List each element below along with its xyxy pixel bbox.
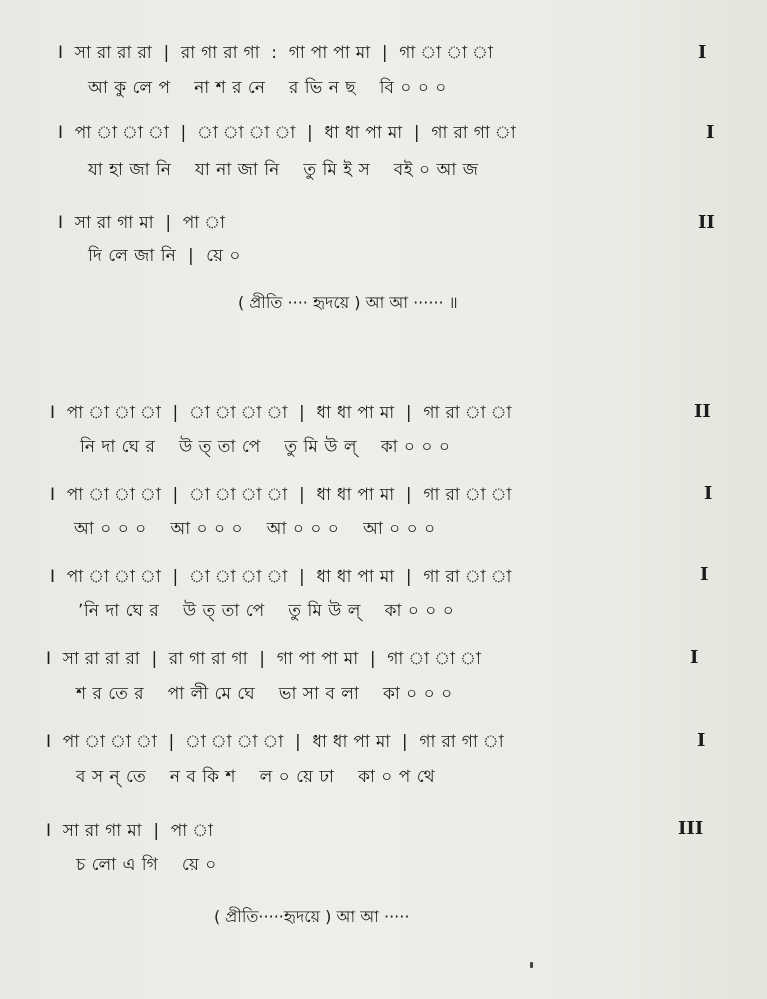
ink-mark [530,962,533,968]
refrain-line: ( প্রীতি ···· হৃদয়ে ) আ আ ······ ॥ [238,293,458,312]
swara-line: I সা রা গা মা | পা া [46,821,214,841]
swara-line: I পা া া া | া া া া | ধা ধা পা মা | গা রা া া [50,485,512,505]
swara-line: I সা রা গা মা | পা া [58,213,226,233]
bar-marker: I [704,483,713,504]
bar-marker: II [698,212,715,233]
bar-marker: II [694,401,711,422]
bar-marker: I [706,122,715,143]
bar-marker: I [690,647,699,668]
lyric-line: চ লো এ গি য়ে ০ [76,855,217,875]
bar-marker: I [697,730,706,751]
swara-line: I সা রা রা রা | রা গা রা গা : গা পা পা মা | গা া া া [58,43,494,63]
swara-line: I পা া া া | া া া া | ধা ধা পা মা | গা রা গা া [58,123,516,143]
lyric-line: ʼনি দা ঘে র উ ত্ তা পে তু মি উ ল্ কা ০ ০ ০ [78,601,455,621]
swara-line: I পা া া া | া া া া | ধা ধা পা মা | গা রা গা া [46,732,504,752]
lyric-line: শ র তে র পা লী মে ঘে ভা সা ব লা কা ০ ০ ০ [76,684,453,704]
bar-marker: I [700,564,709,585]
bar-marker: I [698,42,707,63]
refrain-line: ( প্রীতি·····হৃদয়ে ) আ আ ····· [214,907,410,926]
swara-line: I পা া া া | া া া া | ধা ধা পা মা | গা রা া া [50,403,512,423]
swara-line: I সা রা রা রা | রা গা রা গা | গা পা পা মা | গা া া া [46,649,482,669]
lyric-line: ব স ন্ তে ন ব কি শ ল ০ য়ে ঢা কা ০ প থে [76,767,436,787]
bar-marker: III [678,818,704,839]
lyric-line: আ ০ ০ ০ আ ০ ০ ০ আ ০ ০ ০ আ ০ ০ ০ [74,519,436,539]
lyric-line: দি লে জা নি | য়ে ০ [88,246,241,266]
swara-line: I পা া া া | া া া া | ধা ধা পা মা | গা রা া া [50,567,512,587]
lyric-line: নি দা ঘে র উ ত্ তা পে তু মি উ ল্ কা ০ ০ ০ [80,437,451,457]
lyric-line: আ কু লে প না শ র নে র ভি ন ছ বি ০ ০ ০ [88,78,447,98]
lyric-line: যা হা জা নি যা না জা নি তু মি ই স বই ০ আ জ [88,160,479,180]
